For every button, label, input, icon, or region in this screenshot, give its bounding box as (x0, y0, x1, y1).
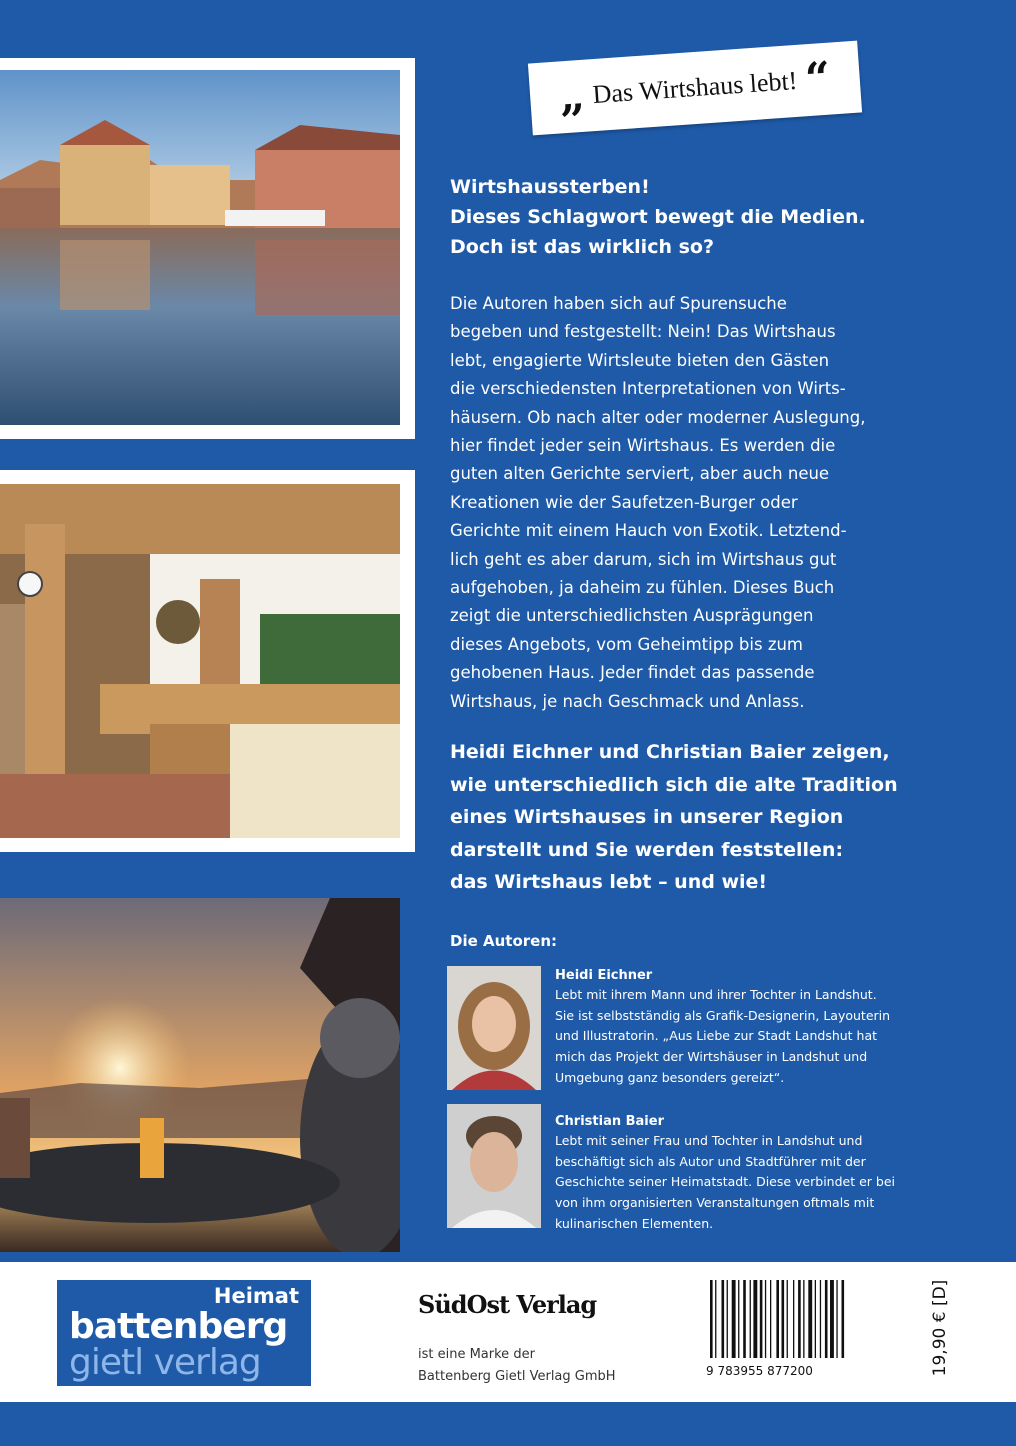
bio-line: mich das Projekt der Wirtshäuser in Landshut und (555, 1049, 868, 1065)
body-line: aufgehoben, ja daheim zu fühlen. Dieses Buch (450, 578, 835, 598)
body-line: Gerichte mit einem Hauch von Exotik. Letztend- (450, 521, 847, 541)
barcode-bar (722, 1280, 725, 1358)
headline-line: Doch ist das wirklich so? (450, 236, 714, 258)
quote-text: Das Wirtshaus lebt! (591, 65, 799, 110)
barcode-bar (782, 1280, 785, 1358)
logo-heimat-text: Heimat (213, 1284, 299, 1308)
bio-line: von ihm organisierten Veranstaltungen oftmals mit (555, 1195, 875, 1211)
barcode-bar (760, 1280, 763, 1358)
barcode-bar (743, 1280, 746, 1358)
body-line: häusern. Ob nach alter oder moderner Auslegung, (450, 407, 866, 427)
barcode-bar (727, 1280, 728, 1358)
quote-close-mark: “ (803, 52, 833, 106)
body-line: lebt, engagierte Wirtsleute bieten den Gästen (450, 350, 830, 370)
blurb-body (450, 290, 970, 716)
barcode-bar (770, 1280, 771, 1358)
bio-line: und Illustratorin. „Aus Liebe zur Stadt Landshut hat (555, 1028, 878, 1044)
barcode-bar (753, 1280, 757, 1358)
bio-line: kulinarischen Elementen. (555, 1215, 714, 1231)
barcode-bar (710, 1280, 713, 1358)
bio-line: Geschichte seiner Heimatstadt. Diese verbindet er bei (555, 1174, 895, 1190)
author-photo-heidi-eichner (447, 966, 541, 1090)
body-line: begeben und festgestellt: Nein! Das Wirtshaus (450, 322, 836, 342)
photo-river-town (0, 70, 400, 425)
closing-line: Heidi Eichner und Christian Baier zeigen, (450, 741, 890, 763)
photo-tavern-interior (0, 484, 400, 838)
barcode-bar (825, 1280, 828, 1358)
barcode-bar (803, 1280, 804, 1358)
barcode-bar (830, 1280, 834, 1358)
logo-gietl-text: gietl verlag (69, 1342, 261, 1383)
author-name-christian: Christian Baier (555, 1114, 664, 1129)
barcode-bar (808, 1280, 812, 1358)
barcode-bar (776, 1280, 779, 1358)
closing-line: eines Wirtshauses in unserer Region (450, 806, 844, 829)
closing-line: wie unterschiedlich sich die alte Tradition (450, 773, 898, 796)
barcode-digits: 9 783955 877200 (706, 1364, 813, 1378)
barcode-bar (836, 1280, 837, 1358)
barcode-bar (793, 1280, 794, 1358)
body-line: dieses Angebots, vom Geheimtipp bis zum (450, 634, 804, 654)
closing-line: das Wirtshaus lebt – und wie! (450, 871, 768, 894)
barcode-bar (750, 1280, 751, 1358)
barcode-bar (715, 1280, 716, 1358)
battenberg-gietl-logo (57, 1280, 311, 1386)
photo-sunset-terrace (0, 898, 400, 1252)
authors-heading: Die Autoren: (450, 932, 557, 950)
headline (450, 172, 970, 262)
bio-line: Lebt mit ihrem Mann und ihrer Tochter in Landshut. (555, 987, 877, 1002)
bio-line: Lebt mit seiner Frau und Tochter in Landshut und (555, 1133, 863, 1148)
barcode-bar (798, 1280, 801, 1358)
body-line: Die Autoren haben sich auf Spurensuche (450, 294, 787, 313)
body-line: guten alten Gerichte serviert, aber auch neue (450, 464, 830, 484)
closing-line: darstellt und Sie werden feststellen: (450, 838, 844, 861)
author-name-heidi: Heidi Eichner (555, 968, 653, 983)
body-line: hier findet jeder sein Wirtshaus. Es werden die (450, 436, 836, 456)
brand-note-line: ist eine Marke der (418, 1347, 535, 1362)
barcode-bar (732, 1280, 736, 1358)
bio-line: Sie ist selbstständig als Grafik-Designerin, Layouterin (555, 1007, 891, 1023)
quote-open-mark: „ (557, 69, 587, 123)
barcode-bar (820, 1280, 821, 1358)
body-line: zeigt die unterschiedlichsten Ausprägungen (450, 606, 814, 626)
barcode-bar (842, 1280, 845, 1358)
barcode-bar (738, 1280, 739, 1358)
body-line: die verschiedensten Interpretationen von Wirts- (450, 379, 846, 399)
closing-statement (450, 736, 970, 899)
barcode-bar (815, 1280, 816, 1358)
barcode-bar (765, 1280, 766, 1358)
body-line: lich geht es aber darum, sich im Wirtshaus gut (450, 549, 837, 569)
headline-line: Wirtshaussterben! (450, 176, 650, 198)
author-bio-heidi (555, 985, 890, 1089)
suedost-verlag-logo: SüdOst Verlag (418, 1290, 597, 1319)
body-line: gehobenen Haus. Jeder findet das passende (450, 663, 815, 683)
quote-banner (528, 41, 862, 136)
author-photo-christian-baier (447, 1104, 541, 1228)
bio-line: beschäftigt sich als Autor und Stadtführer mit der (555, 1153, 866, 1169)
body-line: Wirtshaus, je nach Geschmack und Anlass. (450, 691, 805, 711)
body-line: Kreationen wie der Saufetzen-Burger oder (450, 492, 798, 512)
price-label: 19,90 € [D] (930, 1279, 950, 1377)
brand-note-line: Battenberg Gietl Verlag GmbH (418, 1369, 616, 1384)
logo-battenberg-text: battenberg (69, 1306, 288, 1347)
barcode-bar (787, 1280, 788, 1358)
bio-line: Umgebung ganz besonders gereizt“. (555, 1069, 785, 1085)
brand-note (418, 1344, 616, 1388)
headline-line: Dieses Schlagwort bewegt die Medien. (450, 206, 866, 228)
author-bio-christian (555, 1131, 895, 1235)
